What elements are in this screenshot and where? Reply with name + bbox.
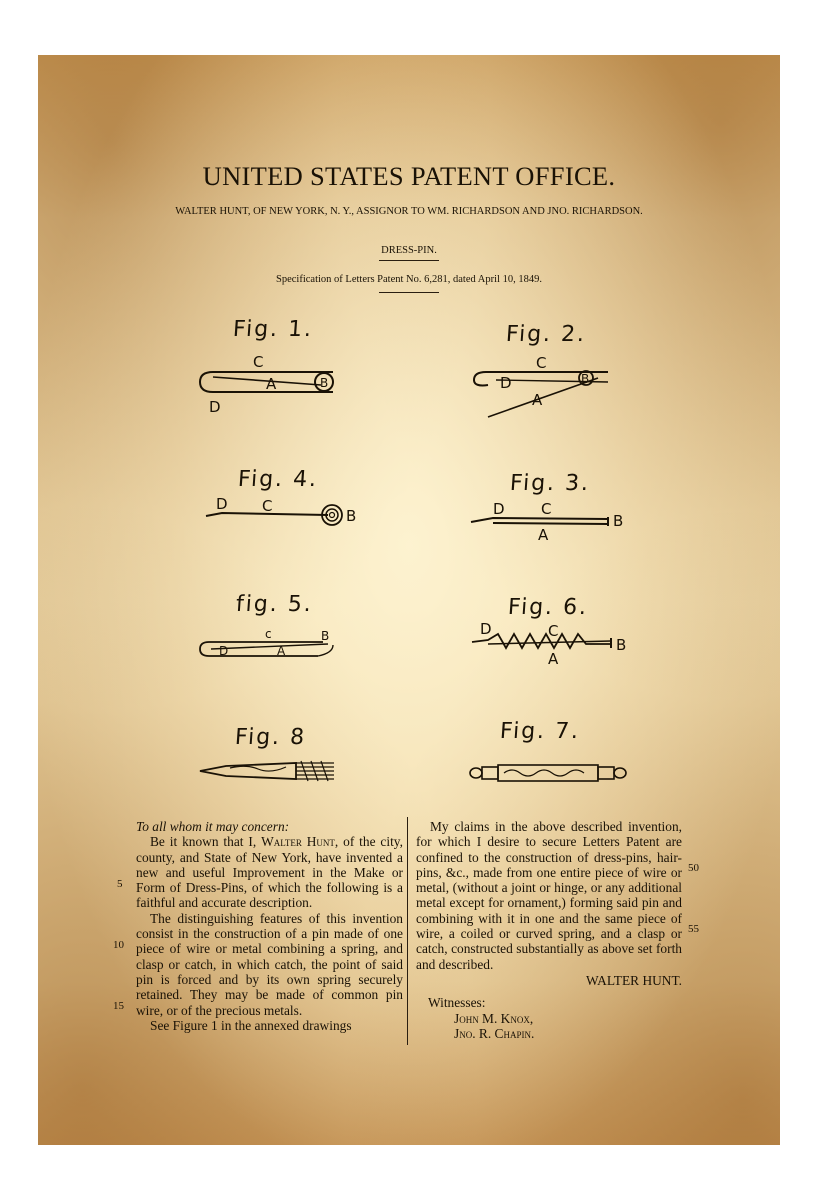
paragraph-claims: My claims in the above described invention, for which I desire to secure Letters Patent are confined to the construction of dress-pins, hair-pins, &c., made from one entire piece of wire or metal, (without a joint or hinge, or any additional metal except for ornament,) forming said pin and combining with it in one and the same piece of wire, a coiled or curved spring, and a clasp or catch, constructed substantially as above set forth and described.	[416, 819, 682, 972]
figure-3-part: C	[541, 500, 552, 518]
body-right-column	[416, 819, 682, 1041]
invention-name: DRESS-PIN.	[381, 245, 437, 256]
divider-rule	[379, 260, 439, 261]
figure-4-part: B	[346, 507, 357, 525]
divider-rule	[379, 292, 439, 293]
specification-line: Specification of Letters Patent No. 6,281, dated April 10, 1849.	[276, 274, 542, 285]
figure-6-label: Fig. 6.	[507, 595, 589, 620]
figure-3-part: D	[493, 500, 505, 518]
patent-document	[38, 55, 780, 1145]
figure-1-drawing	[193, 345, 343, 415]
inventor-name: Walter Hunt	[261, 834, 335, 850]
figure-1-part: C	[253, 353, 264, 371]
figure-5-label: fig. 5.	[235, 592, 314, 617]
figure-8-label: Fig. 8	[234, 725, 307, 750]
figure-2-drawing	[458, 350, 618, 425]
figure-5-part: A	[277, 644, 286, 658]
figure-3-part: B	[613, 512, 624, 530]
line-number: 10	[113, 939, 124, 951]
figure-2-part: A	[532, 391, 543, 409]
figure-4-part: C	[262, 497, 273, 515]
figure-4-label: Fig. 4.	[237, 467, 319, 492]
figure-3-part: A	[538, 526, 549, 544]
figure-5-drawing	[193, 625, 353, 670]
figure-7-drawing	[466, 758, 641, 788]
paragraph-intro	[136, 834, 403, 910]
paragraph-features: The distinguishing features of this invention consist in the construction of a pin made of one piece of wire or metal combining a spring, and clasp or catch, in which catch, the point of said pin is forced and by its own spring securely retained. They may be made of common pin wire, or of the precious metals.	[136, 910, 403, 1018]
figure-7-label: Fig. 7.	[499, 719, 581, 744]
body-left-column	[136, 819, 403, 1033]
assignor-line: WALTER HUNT, OF NEW YORK, N. Y., ASSIGNOR TO WM. RICHARDSON AND JNO. RICHARDSON.	[175, 206, 643, 217]
figure-1-part: B	[320, 376, 329, 390]
line-number: 55	[688, 923, 699, 935]
intro-text: Be it known that I,	[150, 834, 262, 850]
figure-2-part: C	[536, 354, 547, 372]
witness-name: John M. Knox,	[454, 1010, 534, 1026]
line-number: 15	[113, 1000, 124, 1012]
figure-2-label: Fig. 2.	[505, 322, 587, 347]
figure-2-part: D	[500, 374, 512, 392]
figure-1-part: A	[266, 375, 277, 393]
figure-5-part: D	[219, 644, 229, 658]
column-divider	[407, 817, 408, 1045]
figure-6-part: B	[616, 636, 627, 654]
figure-1-label: Fig. 1.	[232, 317, 314, 342]
salutation: To all whom it may concern:	[136, 819, 290, 834]
figure-4-drawing	[198, 495, 358, 535]
figure-1-part: D	[209, 398, 221, 416]
figure-5-part: B	[321, 629, 330, 643]
figure-5-part: c	[265, 627, 272, 641]
document-title: UNITED STATES PATENT OFFICE.	[202, 161, 616, 191]
figure-8-drawing	[196, 755, 346, 787]
line-number: 5	[117, 878, 123, 890]
paragraph-figure-reference: See Figure 1 in the annexed drawings	[150, 1017, 352, 1033]
figure-6-drawing	[466, 620, 636, 670]
intro-text: , of the city, county, and State of New York, have invented a new and useful Improvement in the Make or Form of Dress-Pins, of which the following is a faithful and accurate description.	[136, 834, 403, 911]
figure-6-part: D	[480, 620, 492, 638]
figure-3-drawing	[463, 500, 633, 545]
figure-2-part: B	[581, 372, 590, 386]
figure-4-part: D	[216, 495, 228, 513]
figure-6-part: C	[548, 622, 559, 640]
witness-name: Jno. R. Chapin.	[454, 1025, 535, 1041]
signature: WALTER HUNT.	[586, 972, 682, 988]
figure-3-label: Fig. 3.	[509, 471, 591, 496]
figure-6-part: A	[548, 650, 559, 668]
line-number: 50	[688, 862, 699, 874]
witnesses-label: Witnesses:	[428, 995, 486, 1011]
